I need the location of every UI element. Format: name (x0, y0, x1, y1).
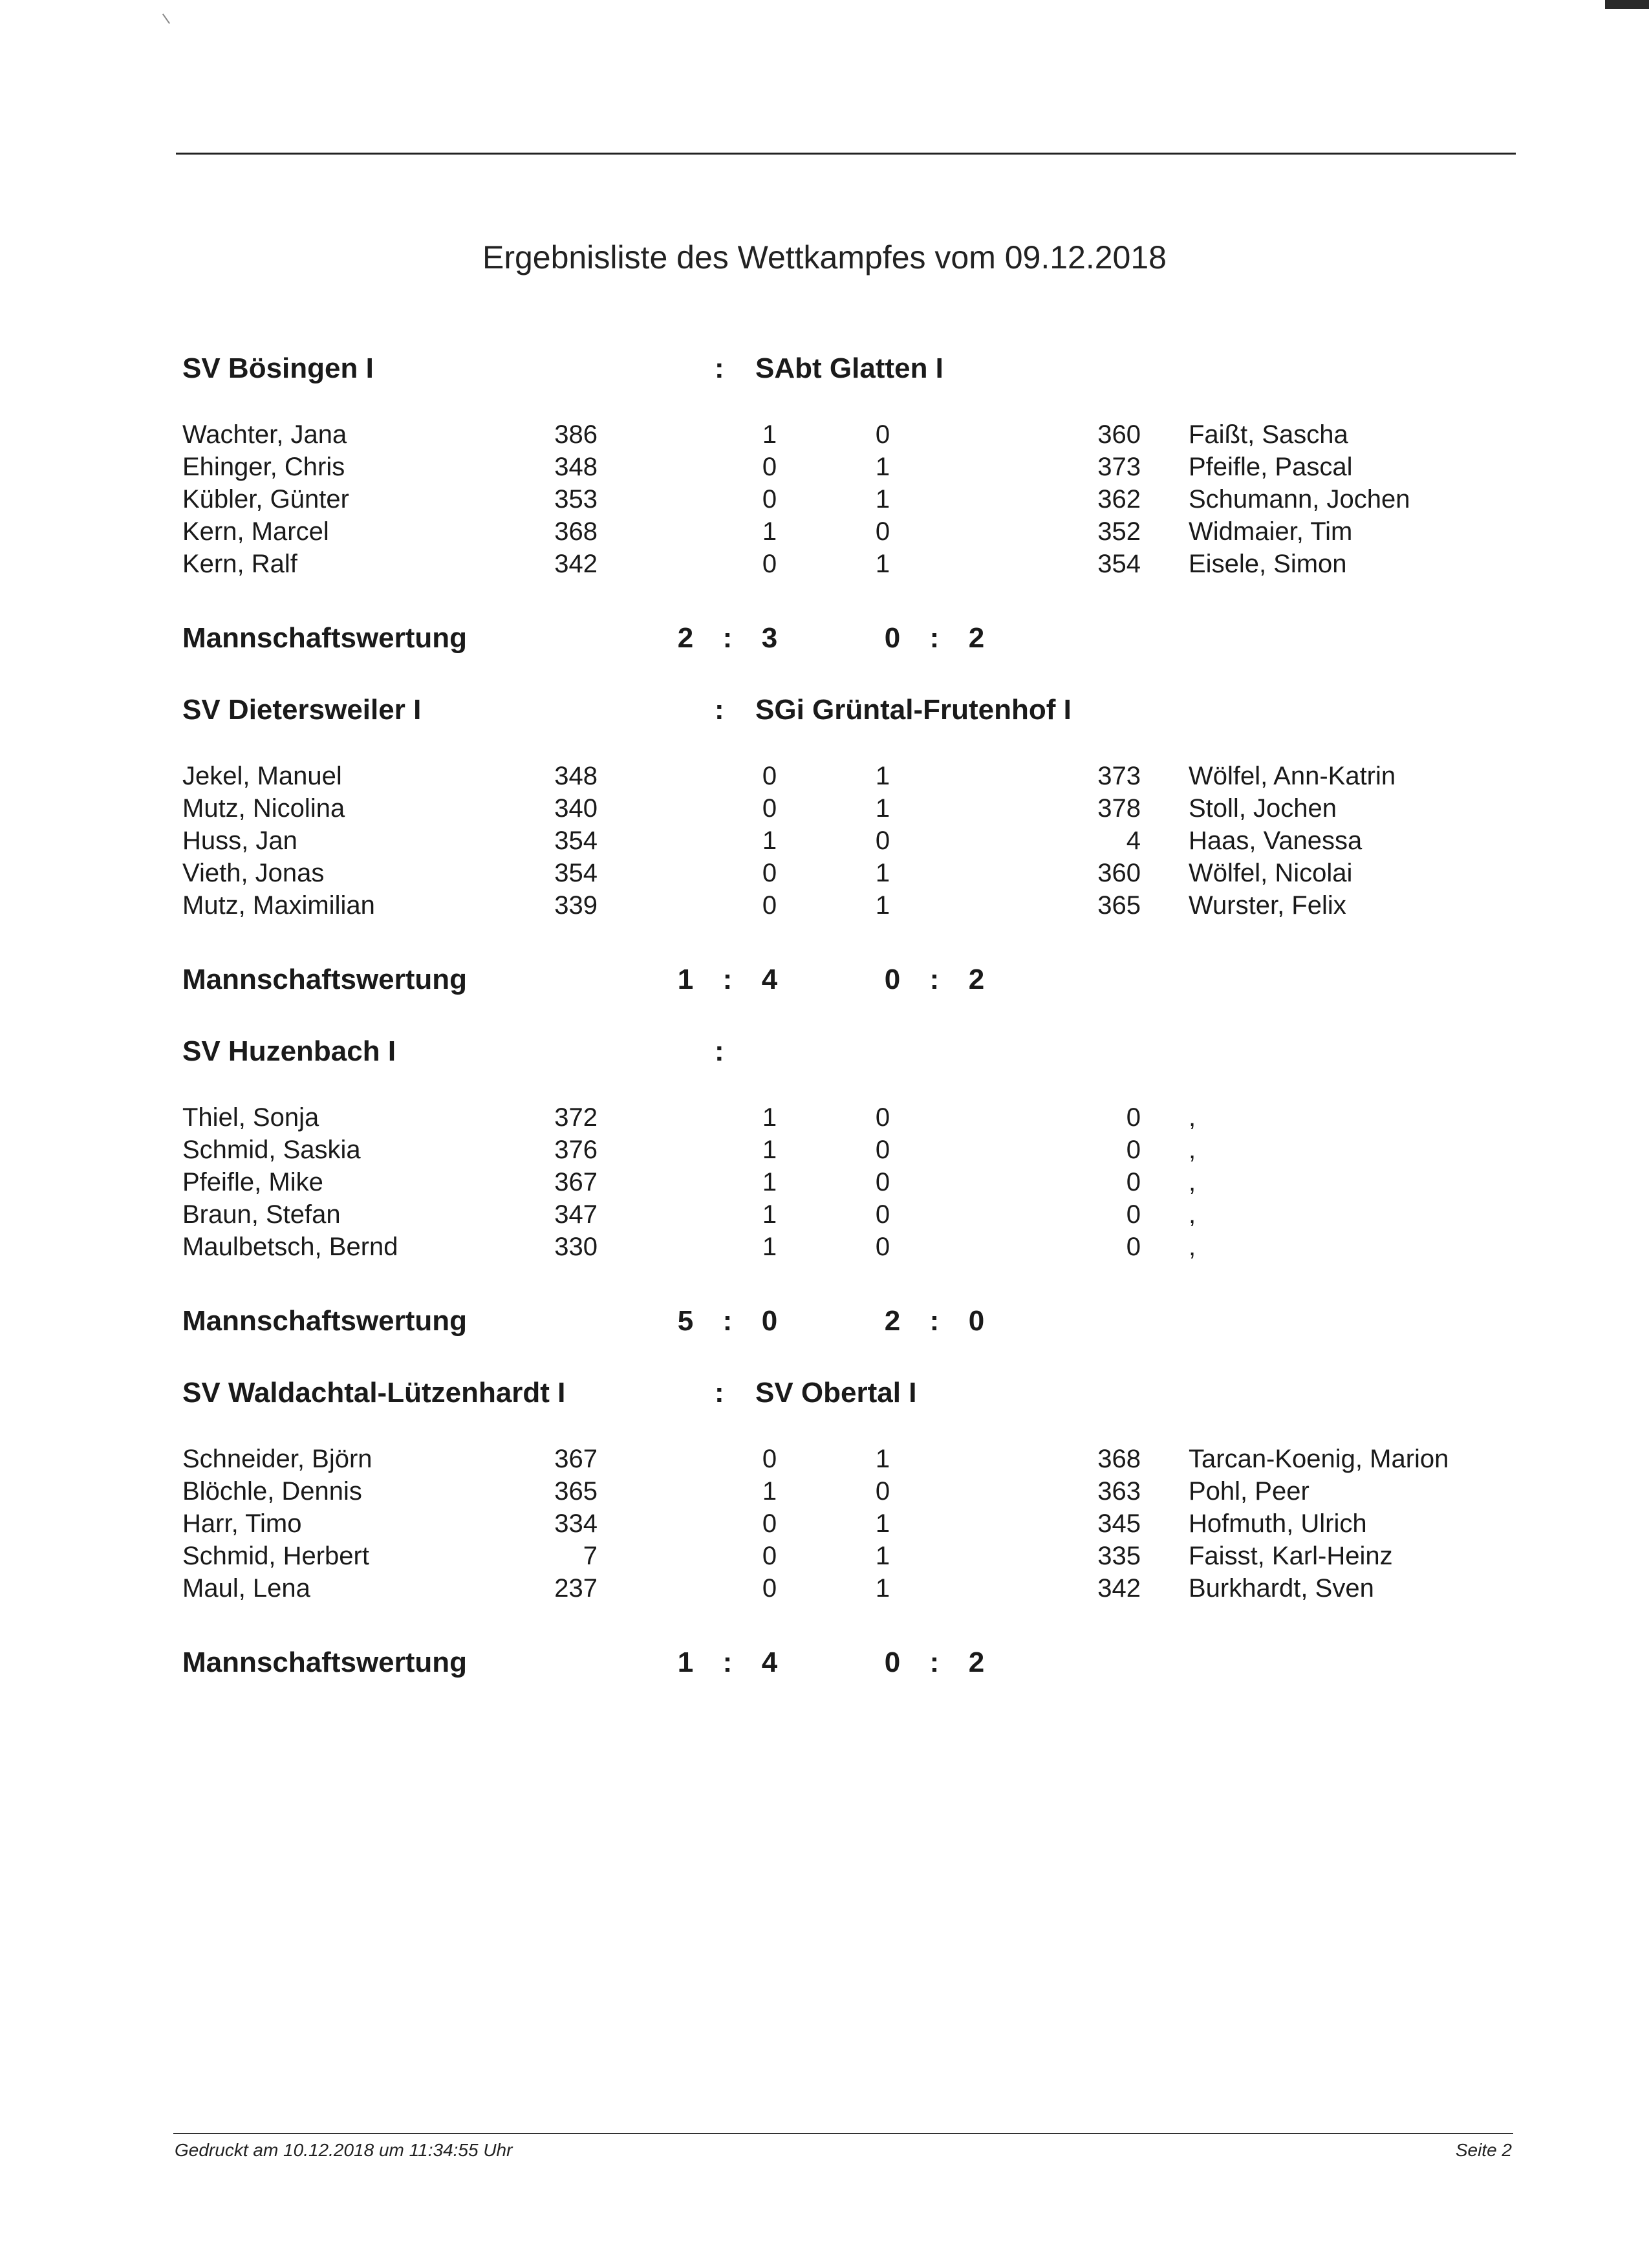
result-row (0, 889, 1649, 922)
away-shooter-score: 365 (1097, 891, 1141, 920)
team-score-row (0, 960, 1649, 999)
team-score-row (0, 1302, 1649, 1341)
away-shooter-score: 335 (1097, 1542, 1141, 1570)
away-shooter-score: 368 (1097, 1445, 1141, 1473)
team-score-label: Mannschaftswertung (182, 622, 468, 654)
away-point: 1 (875, 1509, 890, 1538)
home-shooter-name: Kern, Marcel (182, 517, 329, 546)
result-row (0, 548, 1649, 580)
away-shooter-name: Pohl, Peer (1189, 1477, 1310, 1506)
home-shooter-name: Schneider, Björn (182, 1445, 372, 1473)
home-shooter-name: Kübler, Günter (182, 485, 349, 513)
team-score-row (0, 619, 1649, 658)
home-point: 0 (762, 1542, 777, 1570)
home-shooter-name: Kern, Ralf (182, 550, 297, 578)
away-point: 0 (875, 1200, 890, 1229)
result-row (0, 1134, 1649, 1166)
team-score-row (0, 1643, 1649, 1682)
result-row (0, 792, 1649, 825)
team-score-label: Mannschaftswertung (182, 1305, 468, 1337)
away-shooter-name: Wölfel, Nicolai (1189, 859, 1353, 887)
away-shooter-name: Wölfel, Ann-Katrin (1189, 762, 1396, 790)
away-point: 1 (875, 1574, 890, 1603)
away-shooter-score: 363 (1097, 1477, 1141, 1506)
page-number: Seite 2 (1455, 2140, 1512, 2160)
home-shooter-name: Braun, Stefan (182, 1200, 341, 1229)
away-shooter-name: Haas, Vanessa (1189, 826, 1363, 855)
home-point: 0 (762, 1509, 777, 1538)
footer-rule (173, 2133, 1513, 2134)
result-row (0, 451, 1649, 483)
away-point: 1 (875, 453, 890, 481)
away-shooter-name: , (1189, 1136, 1196, 1164)
away-point: 1 (875, 1542, 890, 1570)
home-shooter-name: Mutz, Maximilian (182, 891, 375, 920)
score-colon: : (929, 1305, 940, 1337)
home-shooter-name: Vieth, Jonas (182, 859, 325, 887)
home-point: 1 (762, 1200, 777, 1229)
away-team-name: SAbt Glatten I (755, 352, 943, 384)
home-shooter-score: 237 (554, 1574, 598, 1603)
away-shooter-score: 360 (1097, 859, 1141, 887)
page-title: Ergebnisliste des Wettkampfes vom 09.12.2018 (482, 239, 1167, 275)
home-point: 1 (762, 1168, 777, 1196)
home-point: 0 (762, 485, 777, 513)
team-separator: : (715, 1377, 724, 1409)
result-row (0, 1198, 1649, 1231)
home-point: 0 (762, 859, 777, 887)
individual-points-away: 4 (761, 1647, 778, 1678)
individual-points-away: 4 (761, 964, 778, 995)
result-row (0, 760, 1649, 792)
score-colon: : (722, 1305, 733, 1337)
away-shooter-name: , (1189, 1233, 1196, 1261)
home-team-name: SV Bösingen I (182, 352, 374, 384)
result-row (0, 515, 1649, 548)
away-shooter-name: , (1189, 1168, 1196, 1196)
away-shooter-name: Widmaier, Tim (1189, 517, 1353, 546)
home-team-name: SV Huzenbach I (182, 1035, 396, 1067)
result-row (0, 1101, 1649, 1134)
home-shooter-name: Maulbetsch, Bernd (182, 1233, 398, 1261)
away-point: 1 (875, 550, 890, 578)
home-shooter-score: 334 (554, 1509, 598, 1538)
result-row (0, 1572, 1649, 1604)
away-point: 1 (875, 794, 890, 823)
home-shooter-score: 354 (554, 859, 598, 887)
away-shooter-name: , (1189, 1200, 1196, 1229)
away-shooter-name: Wurster, Felix (1189, 891, 1346, 920)
home-shooter-name: Ehinger, Chris (182, 453, 345, 481)
away-team-name: SGi Grüntal-Frutenhof I (755, 694, 1072, 726)
home-shooter-score: 354 (554, 826, 598, 855)
home-point: 1 (762, 1477, 777, 1506)
result-row (0, 418, 1649, 451)
individual-points-home: 1 (677, 1647, 694, 1678)
score-colon: : (929, 1647, 940, 1678)
result-row (0, 857, 1649, 889)
away-shooter-score: 4 (1126, 826, 1141, 855)
away-shooter-name: Burkhardt, Sven (1189, 1574, 1374, 1603)
home-point: 1 (762, 420, 777, 449)
home-shooter-score: 348 (554, 762, 598, 790)
away-shooter-name: Tarcan-Koenig, Marion (1189, 1445, 1449, 1473)
home-shooter-score: 347 (554, 1200, 598, 1229)
away-point: 1 (875, 1445, 890, 1473)
home-shooter-score: 348 (554, 453, 598, 481)
away-point: 1 (875, 891, 890, 920)
home-team-name: SV Waldachtal-Lützenhardt I (182, 1377, 566, 1409)
team-points-away: 2 (968, 1647, 985, 1678)
away-shooter-score: 345 (1097, 1509, 1141, 1538)
away-shooter-score: 0 (1126, 1103, 1141, 1132)
home-shooter-name: Mutz, Nicolina (182, 794, 345, 823)
home-point: 1 (762, 1233, 777, 1261)
team-points-home: 0 (884, 1647, 901, 1678)
home-point: 0 (762, 762, 777, 790)
away-shooter-score: 360 (1097, 420, 1141, 449)
result-row (0, 1231, 1649, 1263)
home-shooter-name: Schmid, Saskia (182, 1136, 361, 1164)
away-shooter-name: Hofmuth, Ulrich (1189, 1509, 1367, 1538)
home-shooter-name: Maul, Lena (182, 1574, 310, 1603)
home-shooter-score: 365 (554, 1477, 598, 1506)
home-shooter-score: 353 (554, 485, 598, 513)
team-points-away: 2 (968, 964, 985, 995)
away-shooter-name: Faisst, Karl-Heinz (1189, 1542, 1393, 1570)
result-row (0, 1475, 1649, 1507)
away-point: 0 (875, 1477, 890, 1506)
home-point: 0 (762, 453, 777, 481)
home-shooter-score: 342 (554, 550, 598, 578)
home-shooter-name: Blöchle, Dennis (182, 1477, 362, 1506)
individual-points-home: 2 (677, 622, 694, 654)
home-shooter-name: Schmid, Herbert (182, 1542, 369, 1570)
away-shooter-score: 378 (1097, 794, 1141, 823)
away-shooter-name: Pfeifle, Pascal (1189, 453, 1353, 481)
home-point: 0 (762, 794, 777, 823)
print-timestamp: Gedruckt am 10.12.2018 um 11:34:55 Uhr (175, 2140, 513, 2160)
individual-points-away: 0 (761, 1305, 778, 1337)
home-shooter-score: 386 (554, 420, 598, 449)
away-point: 0 (875, 826, 890, 855)
result-row (0, 1540, 1649, 1572)
away-point: 1 (875, 762, 890, 790)
home-shooter-score: 372 (554, 1103, 598, 1132)
home-point: 1 (762, 826, 777, 855)
home-shooter-score: 367 (554, 1445, 598, 1473)
team-points-away: 2 (968, 622, 985, 654)
away-shooter-score: 0 (1126, 1200, 1141, 1229)
result-row (0, 483, 1649, 515)
team-points-away: 0 (968, 1305, 985, 1337)
away-shooter-name: Faißt, Sascha (1189, 420, 1348, 449)
team-score-label: Mannschaftswertung (182, 1647, 468, 1678)
home-point: 1 (762, 1136, 777, 1164)
home-shooter-score: 368 (554, 517, 598, 546)
team-separator: : (715, 1035, 724, 1067)
home-shooter-score: 330 (554, 1233, 598, 1261)
away-point: 0 (875, 420, 890, 449)
result-row (0, 825, 1649, 857)
result-row (0, 1443, 1649, 1475)
home-point: 0 (762, 891, 777, 920)
scan-edge-mark (1605, 0, 1649, 9)
home-point: 1 (762, 1103, 777, 1132)
away-shooter-score: 0 (1126, 1136, 1141, 1164)
away-shooter-name: , (1189, 1103, 1196, 1132)
away-shooter-score: 354 (1097, 550, 1141, 578)
home-shooter-score: 340 (554, 794, 598, 823)
home-point: 0 (762, 1445, 777, 1473)
team-points-home: 2 (884, 1305, 901, 1337)
home-shooter-name: Harr, Timo (182, 1509, 302, 1538)
home-shooter-score: 7 (583, 1542, 598, 1570)
home-shooter-score: 376 (554, 1136, 598, 1164)
away-shooter-score: 0 (1126, 1168, 1141, 1196)
away-point: 0 (875, 517, 890, 546)
home-shooter-name: Wachter, Jana (182, 420, 347, 449)
home-point: 0 (762, 1574, 777, 1603)
home-shooter-score: 367 (554, 1168, 598, 1196)
team-separator: : (715, 352, 724, 384)
away-point: 0 (875, 1103, 890, 1132)
team-points-home: 0 (884, 964, 901, 995)
home-shooter-score: 339 (554, 891, 598, 920)
scan-tick-mark (162, 14, 170, 24)
score-colon: : (722, 622, 733, 654)
home-team-name: SV Dietersweiler I (182, 694, 422, 726)
away-shooter-name: Schumann, Jochen (1189, 485, 1410, 513)
score-colon: : (722, 1647, 733, 1678)
result-row (0, 1507, 1649, 1540)
header-rule (176, 153, 1516, 155)
away-point: 1 (875, 485, 890, 513)
score-colon: : (929, 622, 940, 654)
away-shooter-name: Stoll, Jochen (1189, 794, 1337, 823)
away-shooter-score: 0 (1126, 1233, 1141, 1261)
home-shooter-name: Pfeifle, Mike (182, 1168, 323, 1196)
away-shooter-score: 342 (1097, 1574, 1141, 1603)
individual-points-home: 5 (677, 1305, 694, 1337)
team-score-label: Mannschaftswertung (182, 964, 468, 995)
away-point: 1 (875, 859, 890, 887)
team-points-home: 0 (884, 622, 901, 654)
home-shooter-name: Jekel, Manuel (182, 762, 342, 790)
home-shooter-name: Huss, Jan (182, 826, 297, 855)
team-separator: : (715, 694, 724, 726)
away-shooter-name: Eisele, Simon (1189, 550, 1347, 578)
away-point: 0 (875, 1136, 890, 1164)
away-shooter-score: 362 (1097, 485, 1141, 513)
result-row (0, 1166, 1649, 1198)
away-point: 0 (875, 1168, 890, 1196)
home-point: 1 (762, 517, 777, 546)
home-point: 0 (762, 550, 777, 578)
away-shooter-score: 373 (1097, 762, 1141, 790)
away-shooter-score: 373 (1097, 453, 1141, 481)
score-colon: : (722, 964, 733, 995)
score-colon: : (929, 964, 940, 995)
individual-points-away: 3 (761, 622, 778, 654)
away-shooter-score: 352 (1097, 517, 1141, 546)
away-point: 0 (875, 1233, 890, 1261)
individual-points-home: 1 (677, 964, 694, 995)
home-shooter-name: Thiel, Sonja (182, 1103, 319, 1132)
away-team-name: SV Obertal I (755, 1377, 917, 1409)
